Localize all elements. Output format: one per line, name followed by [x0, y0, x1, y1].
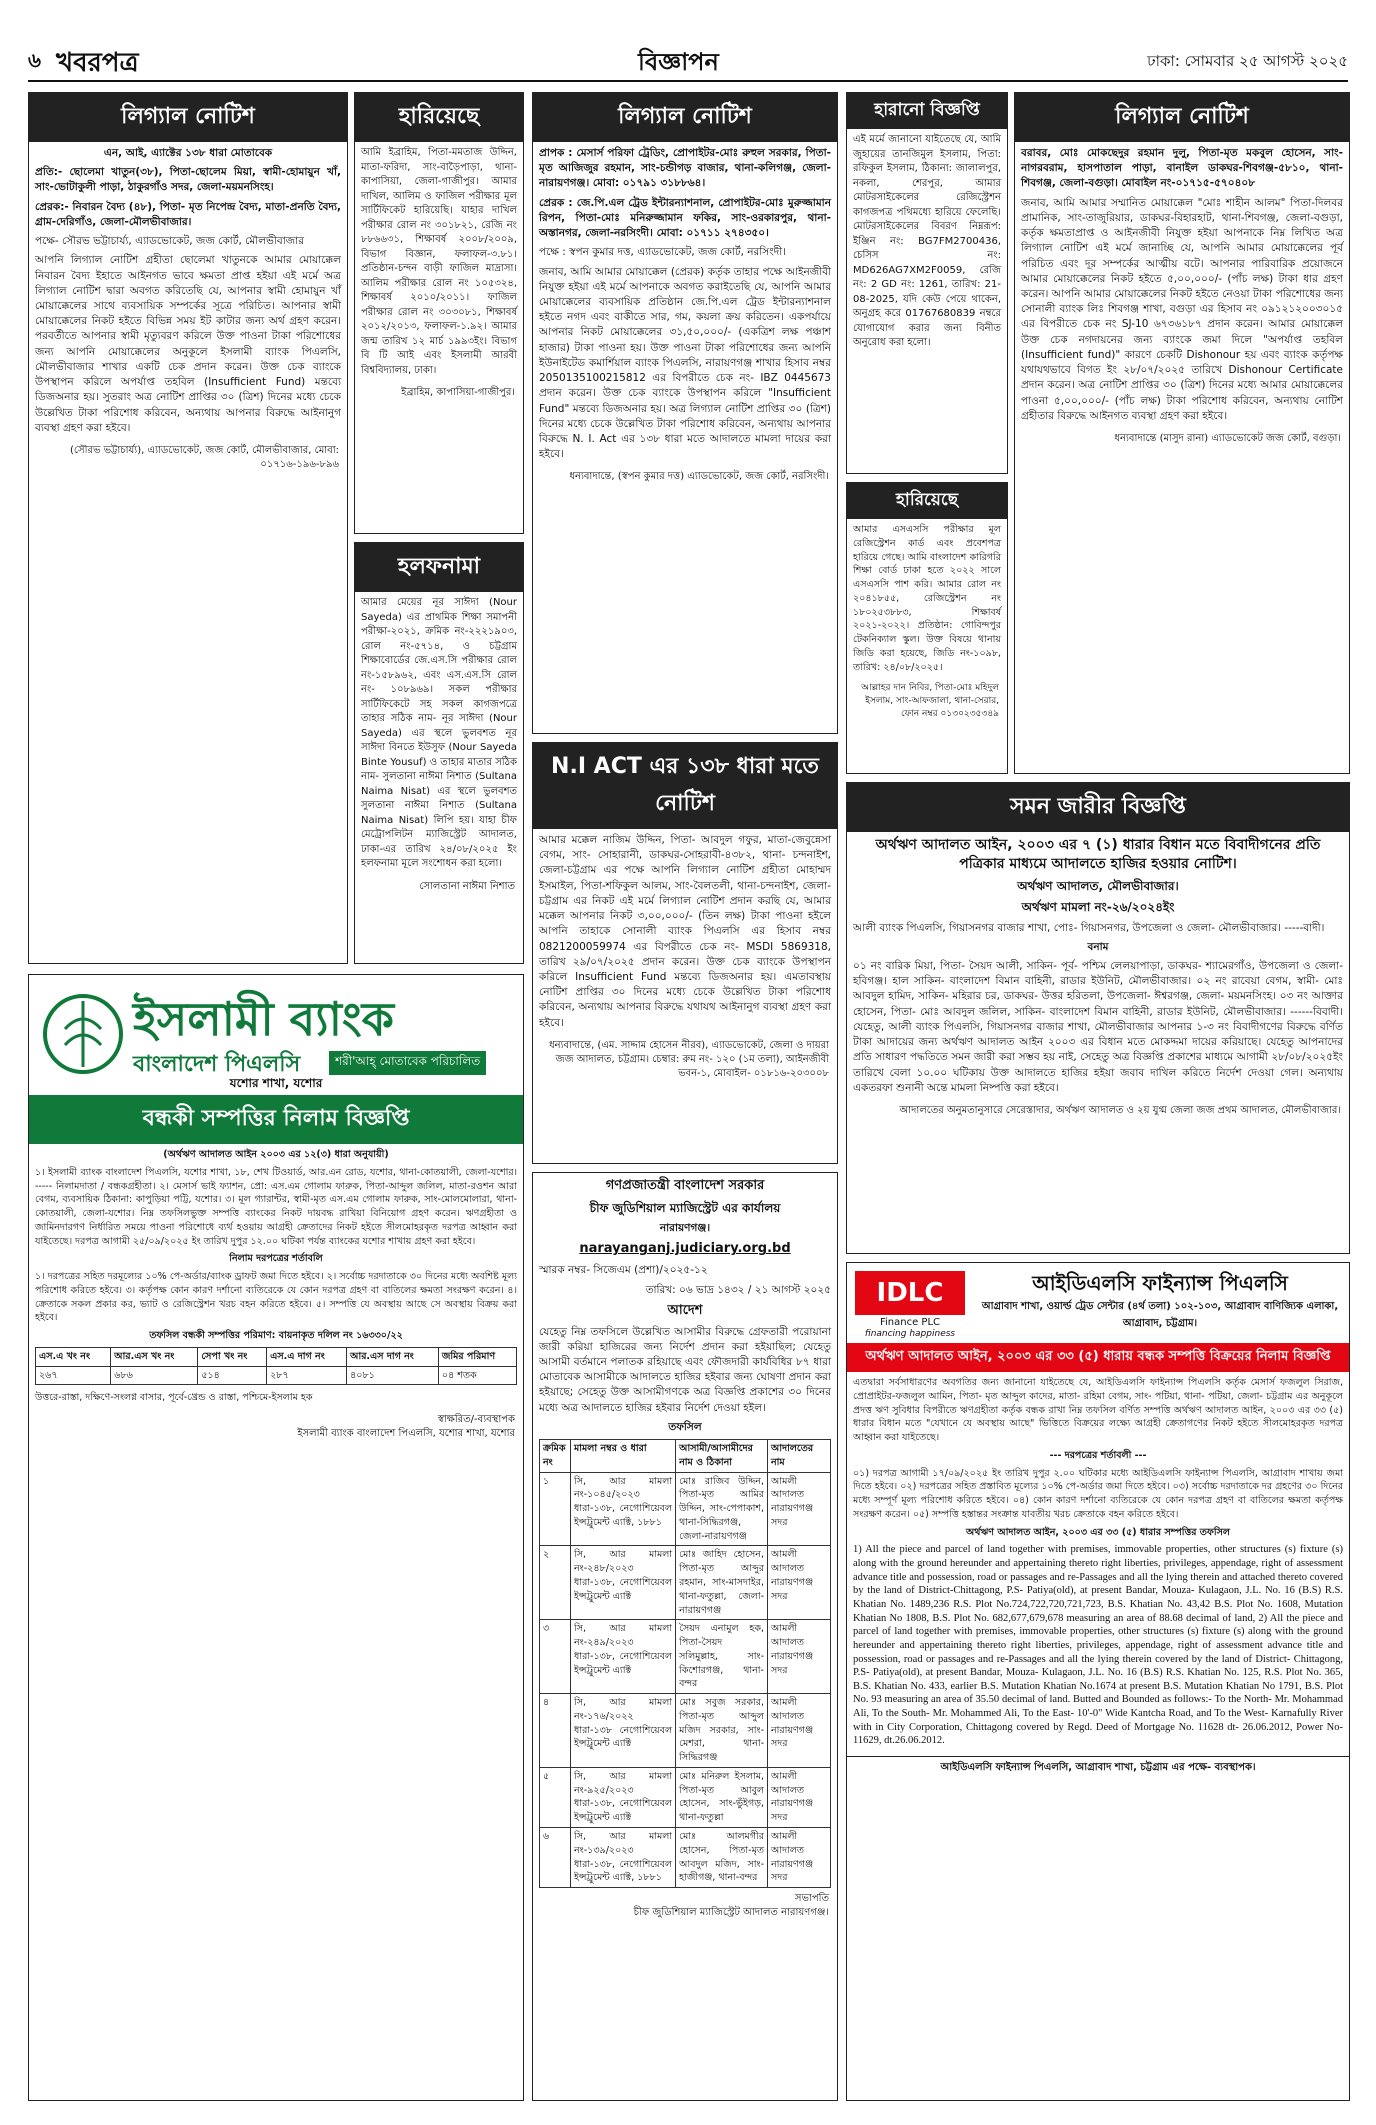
- lost-notice-1: [354, 92, 524, 534]
- page-date: ঢাকা: সোমবার ২৫ আগস্ট ২০২৫: [1147, 52, 1348, 70]
- legal-notice-2-behalf: পক্ষে : স্বপন কুমার দত্ত, এ্যাডভোকেট, জজ কোর্ট, নরসিংদী।: [539, 246, 787, 259]
- summons-notice: [846, 782, 1350, 1254]
- table-header-cell: এস.এ খং নং: [36, 1347, 111, 1366]
- legal-notice-2-to: প্রেরক : জে.পি.এল ট্রেড ইন্টারন্যাশনাল, প্রোপাইটর-মোঃ মুরুজ্জামান রিপন, পিতা-মোঃ মনিরুজ্জামান ফকির, সাং-ওরকারপুর, থানা-অস্তানগর, জেলা-নরসিংদী। মোবা: ০১৭১১ ২৭৪৩৫০।: [539, 196, 831, 240]
- lost-notice-1-body: আমি ইব্রাহিম, পিতা-মমতাজ উদ্দিন, মাতা-ফরিদা, সাং-বাড়ৈপাড়া, থানা-কাপাসিয়া, জেলা-গাজীপুর। আমার দাখিল, আলিম ও ফাজিল পরীক্ষার মূল সার্টিফিকেট হারিয়েছি। যাহার দাখিল পরীক্ষার রোল নং ৩০১৮২১, রেজি নং ৮৮৬৬৩১, শিক্ষাবর্ষ ২০০৮/২০০৯, বিভাগ বিজ্ঞান, ফলাফল-৩.৮১। প্রতিষ্ঠান-চন্দন বাড়ী ফাজিল মাদ্রাসা। আলিম পরীক্ষার রোল নং ১০৫৩২৪, শিক্ষাবর্ষ ২০১০/২০১১। ফাজিল পরীক্ষার রোল নং ৩০৩০৮১, শিক্ষাবর্ষ ২০১২/২০১৩, ফলাফল-১.৯২। আমার জন্ম তারিখ ১২ মার্চ ১৯৯৩ইং। বিভাগ বি টি আই এবং ইসলামী আরবী বিশ্ববিদ্যালয়, ঢাকা।: [361, 147, 517, 376]
- legal-notice-3-body: জনাব, আমি আমার সম্মানিত মোয়াক্কেল "মোঃ শাহীন আলম" পিতা-দিলবর প্রামানিক, সাং-তাজুরিয়ার, ডাকঘর-বিহারহাট, থানা-শিবগঞ্জ, জেলা-বগুড়া, কর্তৃক ক্ষমতাপ্রাপ্ত ও আইনজীবী নিযুক্ত হইয়া আপনাকে নিম্ন লিখিত অত্র লিগ্যাল নোটিশ এই মর্মে জানাচ্ছি যে, আপনি আমার মোয়াক্কেলের পূর্ব পরিচিত এবং দূর সম্পর্কের আত্মীয় বটে। আপনার পারিবারিক প্রয়োজনে আমার মোয়াক্কেলের নিকট হইতে ৫,০০,০০০/- (পাঁচ লক্ষ) টাকা ধার গ্রহণ করেন। আপনি আমার মোয়াক্কেলের নিকট হইতে নেওয়া টাকা পরিশোধের জন্য সোনালী ব্যাংক লিঃ শিবগঞ্জ শাখা, বগুড়া এর হিসাব নং ০৯১২১২০০৩০১৫ এর বিপরীতে চেক নং SJ-10 ৬৭৩৬১৮৭ প্রদান করেন। আমার মোয়াক্কেল উক্ত চেক নগদায়নের জন্য ব্যাংকে জমা দিলে "অপর্যাপ্ত তহবিল (Insufficient fund)" কারণে চেকটি Dishonour হয় এবং ব্যাংক কর্তৃপক্ষ যথাযথভাবে বিগত ইং ২৮/০৭/২০২৫ তারিখে Dishonour Certificate প্রদান করেন। অত্র নোটিশ প্রাপ্তির ৩০ (ত্রিশ) দিনের মধ্যে আমার মোয়াক্কেলের পাওনা ৫,০০,০০০/- (পাঁচ লক্ষ) টাকা পরিশোধ করিবেন, অন্যথায় নোটিশ গ্রহীতার বিরুদ্ধে আইনগত ব্যবস্থা গ্রহণ করা হইবে।: [1021, 196, 1343, 422]
- table-cell: ২৬৭: [36, 1366, 111, 1385]
- legal-notice-2-signature: ধন্যবাদান্তে, (স্বপন কুমার দত্ত) এ্যাডভোকেট, জজ কোর্ট, নরসিংদী।: [569, 471, 829, 483]
- ni-act-title: N.I ACT এর ১৩৮ ধারা মতে নোটিশ: [533, 743, 837, 829]
- legal-notice-2-body: জনাব, আমি আমার মোয়াক্কেল (প্রেরক) কর্তৃক তাহার পক্ষে আইনজীবী নিযুক্ত হইয়া এই মর্মে আপনাকে অবগত করাইতেছি যে, আপনি আমার মোয়াক্কেলের ব্যবসায়িক প্রতিষ্ঠান জে.পি.এল ট্রেড ইন্টারন্যাশনাল হইতে নগদ এবং বাকীতে সার, গম, কয়লা ক্রয় করিতেন। একপর্যায়ে আপনার নিকট মোয়াক্কেলের ৩১,৫০,০০০/- (একত্রিশ লক্ষ পঞ্চাশ হাজার) টাকা পাওনা হয়। উক্ত পাওনা টাকা পরিশোধের জন্য আপনি ইউনাইটেড কমার্শিয়াল ব্যাংক পিএলসি, নারায়ণগঞ্জ শাখার হিসাব নম্বর 2050135100215812 এর বিপরীতে চেক নং- IBZ 0445673 প্রদান করেন। উক্ত চেক ব্যাংকে উপস্থাপন করিলে "Insufficient Fund" মন্তব্যে ডিজঅনার হয়। অত্র লিগ্যাল নোটিশ প্রাপ্তির ৩০ (ত্রিশ) দিনের মধ্যে চেকে উল্লেখিত টাকা পরিশোধ করিবেন, অন্যথায় আপনার বিরুদ্ধে N. I. Act এর ১৩৮ ধারা মতে আদালতে মামলা দায়ের করা হইবে।: [539, 265, 831, 461]
- table-cell: ৩: [540, 1620, 571, 1694]
- table-cell: আমলী আদালত নারায়ণগঞ্জ সদর: [768, 1472, 831, 1546]
- lost-notice-3-title: হারিয়েছে: [847, 483, 1007, 519]
- table-cell: আমলী আদালত নারায়ণগঞ্জ সদর: [768, 1828, 831, 1888]
- table-header-cell: সেপা খং নং: [198, 1347, 267, 1366]
- idlc-address: আগ্রাবাদ শাখা, ওয়ার্ল্ড ট্রেড সেন্টার (৪র্থ তলা) ১০২-১০৩, আগ্রাবাদ বাণিজ্যিক এলাকা, আগ্রাবাদ, চট্টগ্রাম।: [981, 1301, 1339, 1329]
- summons-title: সমন জারীর বিজ্ঞপ্তি: [847, 783, 1349, 832]
- page-header: [28, 40, 1348, 82]
- idlc-schedule-title: অর্থঋণ আদালত আইন, ২০০৩ এর ৩৩ (৫) ধারার সম্পত্তির তফসিল: [966, 1526, 1230, 1538]
- islami-sign-1: স্বাক্ষরিত/-ব্যবস্থাপক: [437, 1414, 515, 1426]
- table-header-cell: জমির পরিমাণ: [438, 1347, 516, 1366]
- legal-notice-1-body: আপনি লিগ্যাল নোটিশ গ্রহীতা ছোলেমা খাতুনকে আমার মোয়াক্কেল নিবারন বৈদ্য ইহাতে আইনগত ভাবে ক্ষমতা প্রাপ্ত হইয়া এই মর্মে অত্র লিগ্যাল নোটিশ দ্বারা অবগত করিতেছি যে, আপনার স্বামী হোমায়ুন খাঁ মোয়াক্কেলের সাথে ব্যবসায়িক সম্পর্কের সূত্রে পরিচিত। আপনার স্বামী মোয়াক্কেলের নিকট হইতে বিভিন্ন সময় ইট কাটার জন্য অর্থ গ্রহণ করেন। পরবর্তীতে আপনার স্বামী মৃত্যুবরণ করিলে উক্ত পাওনা টাকা পরিশোধের জন্য আপনি মোয়াক্কেলের অনুকূলে ইসলামী ব্যাংক পিএলসি, মৌলভীবাজার শাখার একটি চেক প্রদান করেন। উক্ত চেক ব্যাংকে উপস্থাপন করিলে অপর্যাপ্ত তহবিল (Insufficient Fund) মন্তব্যে ডিজঅনার হয়। সুতরাং অত্র নোটিশ প্রাপ্তির ৩০ (ত্রিশ) দিনের মধ্যে চেকে উল্লেখিত টাকা পরিশোধ করিবেন, অন্যথায় আপনার বিরুদ্ধে আইনানুগ ব্যবস্থা গ্রহণ করা হইবে।: [35, 254, 341, 434]
- table-cell: মোঃ রাজিব উদ্দিন, পিতা-মৃত আমির উদ্দিন, সাং-পেপাকাশ, থানা-সিদ্ধিরগঞ্জ, জেলা-নারায়ণগঞ্জ: [676, 1472, 768, 1546]
- table-cell: ৫১৪: [198, 1366, 267, 1385]
- legal-notice-1-title: লিগ্যাল নোটিশ: [29, 93, 347, 142]
- page-number: ৬: [28, 48, 42, 72]
- table-header-cell: আর.এস দাগ নং: [347, 1347, 439, 1366]
- islami-terms: ১। দরপত্রের সহিত দরমূল্যের ১০% পে-অর্ডার/ব্যাংক ড্রাফট জমা দিতে হইবে। ২। সর্বোচ্চ দরদাতাকে ৩০ দিনের মধ্যে অবশিষ্ট মূল্য পরিশোধ করিতে হইবে। ৩। কর্তৃপক্ষ কোন কারণ দর্শানো ব্যতিরেকে যে কোন দরপত্র গ্রহণ বা বাতিলের ক্ষমতা সংরক্ষণ করেন। ৪। ক্রেতাকে সকল প্রকার কর, ভ্যাট ও রেজিস্ট্রেশন খরচ বহন করিতে হইবে। ৫। সম্পত্তি যে অবস্থায় আছে সে অবস্থায় বিক্রয় করা হইবে।: [35, 1271, 517, 1324]
- islami-bank-auction: [28, 974, 524, 2101]
- summons-versus: বনাম: [1087, 940, 1109, 953]
- summons-body: ০১ নং বারিক মিয়া, পিতা- সৈয়দ আলী, সাকিন- পূর্ব- পশ্চিম লেলয়াপাড়া, ডাকঘর- শ্যামেরগাঁও, উপজেলা ও জেলা- হবিগঞ্জ। হাল সাকিন- বাংলাদেশ বিমান বাহিনী, রাডার ইউনিট, মৌলভীবাজার। ০২ নং রাবেয়া বেগম, স্বামী- মোঃ আবদুল হামিদ, সাকিন- মহিরার চর, ডাকঘর- উত্তর হরিতলা, উপজেলা- ঈশ্বরগঞ্জ, জেলা- ময়মনসিংহ। ০৩ নং আক্তার হোসেন, পিতা- মোঃ আবদুল জলিল, সাকিন- বাংলাদেশ বিমান বাহিনী, রাডার ইউনিট, মৌলভীবাজার। ------বিবাদী। যেহেতু, আলী ব্যাংক পিএলসি, গিয়াসনগর বাজার শাখা, মৌলভীবাজার আপনার ১-৩ নং বিবাদীগণের বিরুদ্ধে বর্ণিত টাকা আদায়ের জন্য অর্থঋণ আদালত আইন ২০০৩ এর বিধান মতে মোকদ্দমা দায়ের করিয়াছে। যেহেতু আপনাদের প্রতি সাধারণ পদ্ধতিতে সমন জারী করা সম্ভব হয় নাই, সেহেতু অত্র বিজ্ঞপ্তি প্রকাশের মাধ্যমে আগামী ২৮/০৮/২০২৫ইং তারিখে বেলা ১০.০০ ঘটিকায় উক্ত আদালতে হাজির হইয়া জবাব দাখিল করিতে নির্দেশ দেওয়া গেল। অন্যথায় একতরফা শুনানী অন্তে মামলা নিষ্পত্তি করা হইবে।: [853, 960, 1343, 1094]
- court-city: নারায়ণগঞ্জ।: [659, 1222, 711, 1235]
- table-row: [540, 1546, 831, 1620]
- court-sign-1: সভাপতি: [794, 1893, 829, 1905]
- legal-notice-3-to: বরাবর, মোঃ মোকছেদুর রহমান দুলু, পিতা-মৃত মকবুল হোসেন, সাং-নাগরবরাম, হাসপাতাল পাড়া, বানাইল ডাকঘর-শিবগঞ্জ-৫৮১০, থানা-শিবগঞ্জ, জেলা-বগুড়া। মোবাইল নং-০১৭১৫-৫৭০৪০৮: [1021, 147, 1343, 190]
- idlc-banner: [847, 1263, 1349, 1343]
- table-row: [540, 1828, 831, 1888]
- table-row: [540, 1620, 831, 1694]
- islami-bank-logo-icon: [43, 989, 123, 1079]
- legal-notice-2: [532, 92, 838, 734]
- affidavit-title: হলফনামা: [355, 543, 523, 592]
- table-cell: সৈয়দ এনামুল হক, পিতা-সৈয়দ সলিমুল্লাহ, সাং-কিশোরগঞ্জ, থানা-বন্দর: [676, 1620, 768, 1694]
- islami-bank-banner: [29, 975, 523, 1095]
- court-schedule-table: [539, 1439, 831, 1888]
- islami-law: (অর্থঋণ আদালত আইন ২০০৩ এর ১২(৩) ধারা অনুযায়ী): [163, 1149, 389, 1160]
- ni-act-body: আমার মক্কেল নাজিম উদ্দিন, পিতা- আবদুল গফুর, মাতা-জেবুন্নেসা বেগম, সাং- সোহারানী, ডাকঘর-সোহরাবী-৪৩৮২, থানা- চন্দনাইশ, জেলা-চট্টগ্রাম এর পক্ষে আপনি লিগ্যাল নোটিশ গ্রহীতা মোহাম্মদ ইসমাইল, পিতা-শফিকুল আলম, সাং-বৈলতলী, থানা-চন্দনাইশ, জেলা-চট্টগ্রাম এর নিকট এই মর্মে লিগ্যাল নোটিশ প্রদান করছি যে, আমার মক্কেল আপনার নিকট ৩,০০,০০০/- (তিন লক্ষ) টাকা পাওনা হইলে আপনি তাহাকে সোনালী ব্যাংক পিএলসি এর হিসাব নম্বর 0821200059974 এর বিপরীতে চেক নং- MSDI 5869318, তারিখ ২৯/০৭/২০২৫ প্রদান করেন। উক্ত চেক ব্যাংকে উপস্থাপন করিলে Insufficient Fund মন্তব্যে ডিজঅনার হয়। এমতাবস্থায় নোটিশ প্রাপ্তির ৩০ দিনের মধ্যে চেকে উল্লেখিত টাকা পরিশোধ করিবেন, অন্যথায় আপনার বিরুদ্ধে যথাযথ আইনানুগ ব্যবস্থা গ্রহণ করা হইবে।: [539, 834, 831, 1029]
- summons-headline: অর্থঋণ আদালত আইন, ২০০৩ এর ৭ (১) ধারার বিধান মতে বিবাদীগনের প্রতি পত্রিকার মাধ্যমে আদালতে হাজির হওয়ার নোটিশ।: [875, 837, 1321, 872]
- lost-notice-3: [846, 482, 1008, 774]
- summons-signature: আদালতের অনুমতানুসারে সেরেস্তাদার, অর্থঋণ আদালত ও ২য় যুগ্ম জেলা জজ প্রথম আদালত, মৌলভীবাজার।: [899, 1104, 1341, 1116]
- idlc-auction: [846, 1262, 1350, 2101]
- table-row: [540, 1767, 831, 1827]
- court-office: চীফ জুডিশিয়াল ম্যাজিস্ট্রেট এর কার্যালয়: [589, 1200, 781, 1215]
- table-cell: মোঃ আলমগীর হোসেন, পিতা-মৃত আবদুল মজিদ, সাং-হাজীগঞ্জ, থানা-বন্দর: [676, 1828, 768, 1888]
- section-title: বিজ্ঞাপন: [638, 48, 719, 76]
- court-body: যেহেতু নিম্ন তফসিলে উল্লেখিত আসামীর বিরুদ্ধে গ্রেফতারী পরোয়ানা জারী করিয়া হাজিরের জন্য নির্দেশ প্রদান করা হইয়াছিল; যেহেতু আসামী বর্তমানে পলাতক রহিয়াছে এবং ফৌজদারী কার্যবিধির ৮৭ ধারা মোতাবেক আসামীকে আদালতে হাজির হইবার জন্য ঘোষণা প্রদান করা হইয়াছে; সেহেতু উক্ত আসামীগণকে অত্র বিজ্ঞপ্তি প্রকাশের ৩০ দিনের মধ্যে অত্র আদালতে হাজির হইবার নির্দেশ দেওয়া হইল।: [539, 1325, 831, 1414]
- table-cell: সি, আর মামলা নং-১৭৬/২০২২ ধারা-১৩৮ নেগোশিয়েবল ইন্সট্রুমেন্ট এ্যাক্ট: [571, 1694, 676, 1768]
- legal-notice-1-signature: (সৌরভ ভট্টাচার্য্য), এ্যাডভোকেট, জজ কোর্ট, মৌলভীবাজার, মোবা: ০১৭১৬-১৯৬-৮৯৬: [70, 444, 339, 470]
- affidavit-signature: সোলতানা নাঈমা নিশাত: [419, 880, 515, 892]
- court-sign-2: চীফ জুডিশিয়াল ম্যাজিস্ট্রেট আদালত নারায়ণগঞ্জ।: [633, 1907, 829, 1919]
- legal-notice-1: [28, 92, 348, 964]
- table-cell: সি, আর মামলা নং-৯২৫/২০২৩ ধারা-১৩৮, নেগোশিয়েবল ইন্সট্রুমেন্ট এ্যাক্ট: [571, 1767, 676, 1827]
- court-notice: [532, 1172, 838, 2101]
- idlc-notice-title: অর্থঋণ আদালত আইন, ২০০৩ এর ৩৩ (৫) ধারায় বন্ধক সম্পত্তি বিক্রয়ের নিলাম বিজ্ঞপ্তি: [847, 1343, 1349, 1372]
- table-cell: ৬: [540, 1828, 571, 1888]
- court-schedule-title: তফসিল: [668, 1420, 702, 1433]
- court-url-link[interactable]: narayanganj.judiciary.org.bd: [579, 1241, 791, 1257]
- table-cell: আমলী আদালত নারায়ণগঞ্জ সদর: [768, 1546, 831, 1620]
- legal-notice-1-behalf: পক্ষে- সৌরভ ভট্টাচার্য্য, এ্যাডভোকেট, জজ কোর্ট, মৌলভীবাজার: [35, 235, 304, 248]
- legal-notice-3-signature: ধন্যবাদান্তে (মাসুদ রানা) এ্যাডভোকেট জজ কোর্ট, বগুড়া।: [1114, 432, 1341, 444]
- table-cell: মোঃ জাহিদ হোসেন, পিতা-মৃত আব্দুর রহমান, সাং-মাসদাইর, থানা-ফতুল্লা, জেলা-নারায়ণগঞ্জ: [676, 1546, 768, 1620]
- table-cell: ০৪ শতক: [438, 1366, 516, 1385]
- ni-act-signature: ধন্যবাদান্তে, (এম. সাদ্দাম হোসেন নীরব), এ্যাডভোকেট, জেলা ও দায়রা জজ আদালত, চট্টগ্রাম। চেম্বার: রুম নং- ১২০ (১ম তলা), আইনজীবী ভবন-১, মোবাইল- ০১৮১৬-২০৩০০৮: [549, 1039, 829, 1079]
- table-cell: সি, আর মামলা নং-১৩৯/২০২৩ ধারা-১৩৮, নেগোশিয়েবল ইন্সট্রুমেন্ট এ্যাক্ট, ১৮৮১: [571, 1828, 676, 1888]
- legal-notice-1-subtitle: এন, আই, এ্যাক্টের ১৩৮ ধারা মোতাবেক: [103, 147, 273, 159]
- table-cell: আমলী আদালত নারায়ণগঞ্জ সদর: [768, 1767, 831, 1827]
- table-cell: ২৮৭: [267, 1366, 347, 1385]
- islami-schedule-title: তফসিল বন্ধকী সম্পত্তির পরিমাণ: বায়নাকৃত দলিল নং ১৬৩৩০/২২: [149, 1330, 403, 1342]
- table-cell: ১: [540, 1472, 571, 1546]
- affidavit-body: আমার মেয়ের নূর সাঈদা (Nour Sayeda) এর প্রাথমিক শিক্ষা সমাপনী পরীক্ষা-২০২১, ক্রমিক নং-২২২১৯০৩, রোল নং-৫৭১৪, ও চট্টগ্রাম শিক্ষাবোর্ডের জে.এস.সি পরীক্ষার রোল নং-১৫৮৯৬২, এবং এস.এস.সি রোল নং- ১০৮৯৬৯। সকল পরীক্ষার সার্টিফিকেটে সহ সকল কাগজপত্রে তাহার সঠিক নাম- নূর সাঈদা (Nour Sayeda) এর স্থলে ভুলবশত নূর সাঈদা বিনতে ইউসুফ (Nour Sayeda Binte Yousuf) ও তাহার মাতার সঠিক নাম- সুলতানা নাঈমা নিশাত (Sultana Naima Nisat) এর স্থলে ভুলবশত সুলতানা নাঈমা নিশাত (Sultana Naima Nisat) লিপি হয়। যাহা চীফ মেট্রোপলিটন ম্যাজিস্ট্রেট আদালত, ঢাকা-এর তারিখ ২৪/০৮/২০২৫ ইং হলফনামা মূলে সংশোধন করা হলো।: [361, 597, 517, 869]
- legal-notice-1-from: প্রেরক:- নিবারন বৈদ্য (৪৮), পিতা- মৃত নিপেন্দ্র বৈদ্য, মাতা-প্রনতি বৈদ্য, গ্রাম-দেরিগাঁও, জেলা-মৌলভীবাজার।: [35, 200, 341, 228]
- court-date: তারিখ: ০৬ ভাদ্র ১৪৩২ / ২১ আগস্ট ২০২৫: [645, 1283, 831, 1296]
- table-cell: আমলী আদালত নারায়ণগঞ্জ সদর: [768, 1620, 831, 1694]
- table-cell: ৪: [540, 1694, 571, 1768]
- table-cell: সি, আর মামলা নং-২৪৯/২০২৩ ধারা-১৩৮, নেগোশিয়েবল ইন্সট্রুমেন্ট এ্যাক্ট: [571, 1620, 676, 1694]
- idlc-terms-title: --- দরপত্রের শর্তাবলী ---: [1049, 1449, 1147, 1461]
- islami-body: ১। ইসলামী ব্যাংক বাংলাদেশ পিএলসি, যশোর শাখা, ১৮, শেখ টিওয়ার্ড, আর.এন রোড, যশোর, থানা-কোতয়ালী, জেলা-যশোর। ----- নিলামদাতা / বন্ধকগ্রহীতা। ২। মেসার্স ভাই ফ্যাশন, প্রো: এস.এম গোলাম ফারুক, পিতা-আব্দুল জলিল, মাতা-রওশন আরা বেগম, ব্যবসায়িক ঠিকানা: কাপুড়িয়া পট্টি, যশোর। ৩। মূল গ্যারান্টর, স্বামী-মৃত এস.এম গোলাম ফারুক, সাং-মোলমোলারা, থানা-কোতয়ালী, জেলা-যশোর। নিম্ন তফসিলভুক্ত সম্পত্তি ব্যাংকের নিকট দায়বদ্ধ রাখিয়া বিনিয়োগ গ্রহণ করেন। ঋণগ্রহীতা ও জামিনদারগণ নির্ধারিত সময়ে পাওনা পরিশোধে ব্যর্থ হওয়ায় আগ্রহী ক্রেতাদের নিকট হইতে সীলমোহরকৃত দরপত্র আহ্বান করা যাইতেছে। দরপত্র আগামী ২৫/০৯/২০২৫ ইং তারিখ দুপুর ১২.০০ ঘটিকা পর্যন্ত ব্যাংকের যশোর শাখায় গ্রহণ করা হইবে।: [35, 1166, 517, 1247]
- table-header-cell: ক্রমিক নং: [540, 1440, 571, 1473]
- idlc-terms: ০১) দরপত্র আগামী ১৭/০৯/২০২৫ ইং তারিখ দুপুর ২.০০ ঘটিকার মধ্যে আইডিএলসি ফাইন্যান্স পিএলসি, আগ্রাবাদ শাখায় জমা দিতে হইবে। ০২) দরপত্রের সহিত প্রস্তাবিত মূল্যের ১০% পে-অর্ডার জমা দিতে হইবে। ০৩) সর্বোচ্চ দরদাতাকে দর গ্রহণের ৩০ দিনের মধ্যে সম্পূর্ণ মূল্য পরিশোধ করিতে হইবে। ০৪) কোন কারণ দর্শানো ব্যতিরেকে যে কোন দরপত্র গ্রহণ বা বাতিলের ক্ষমতা কর্তৃপক্ষ সংরক্ষণ করেন। ০৫) সম্পত্তি হস্তান্তর সংক্রান্ত যাবতীয় খরচ ক্রেতাকে বহন করিতে হইবে।: [853, 1467, 1343, 1520]
- summons-plaintiff: আলী ব্যাংক পিএলসি, গিয়াসনগর বাজার শাখা, পোঃ- গিয়াসনগর, উপজেলা ও জেলা- মৌলভীবাজার। -----বাদী।: [853, 921, 1325, 934]
- islami-auction-title: বন্ধকী সম্পত্তির নিলাম বিজ্ঞপ্তি: [29, 1095, 523, 1144]
- table-header-cell: এস.এ দাগ নং: [267, 1347, 347, 1366]
- idlc-schedule: 1) All the piece and parcel of land together with premises, immovable properties, other structures (s) fixture (s) along with the ground hereunder and appertaining thereto right liberties, privileges, appendage, right of assessment advance title and possession, road or passages and re-Passages and all the lying therein and attached thereto covered by the land of District-Chittagong, P.S- Patiya(old), at present Bandar, Mouza- Kulagaon, J.L. No. 16 (B.S) R.S. Khatian No. 1489,236 R.S. Plot No.724,722,720,721,723, B.S. Khatian No. 43,42 B.S. Plot No. 1608, Mutation Khatian No 1808, B.S. Plot No. 682,677,679,678 measuring an area of 88.68 decimal of land, 2) All the piece and parcel of land together with premises, immovable properties, other structures (s) fixture (s) along with the ground hereunder and appertaining thereto right liberties, privileges, appendage, right of assessment advance title and possession, road or passages and re-Passages and all the lying therein covered by the land of District- Chittagong, P.S- Patiya(old), at present Bandar, Mouza- Kulagaon, J.L. No. 16 (B.S) R.S. Khatian No. 125, R.S. Plot No. 365, B.S. Khatian No. 433, earlier B.S. Mutation Khatian No.1674 at present B.S. Mutation Khatian No 1791, B.S. Plot No. 93 measuring an area of 35.50 decimal of land. Butted and Bounded as follows:- To the North- Mr. Mohammad Ali, To the South- Mr. Mohammed Ali, To the East- 10'-0" Wide Kantcha Road, and To the West- Karnafully River with in City Corporation, Chittagong covered by Regd. Deed of Mortgage No. 11628 dt- 26.06.2012, Power No-11629, dt.26.06.2012.: [853, 1544, 1343, 1747]
- islami-bank-branch: যশোর শাখা, যশোর: [229, 1076, 323, 1090]
- table-header-cell: আর.এস খং নং: [111, 1347, 198, 1366]
- islami-schedule-table: [35, 1347, 517, 1386]
- table-row: [36, 1366, 517, 1385]
- legal-notice-3: [1014, 92, 1350, 774]
- lost-notice-2-title: হারানো বিজ্ঞপ্তি: [847, 93, 1007, 129]
- table-cell: মোঃ সবুজ সরকার, পিতা-মৃত আব্দুল মজিদ সরকার, সাং-মেশরা, থানা-সিদ্ধিরগঞ্জ: [676, 1694, 768, 1768]
- legal-notice-2-title: লিগ্যাল নোটিশ: [533, 93, 837, 142]
- idlc-name: আইডিএলসি ফাইন্যান্স পিএলসি: [1032, 1271, 1288, 1295]
- table-row: [540, 1472, 831, 1546]
- islami-bank-name: ইসলামী ব্যাংক: [133, 992, 394, 1046]
- legal-notice-1-to: প্রতি:- ছোলেমা খাতুন(৩৮), পিতা-ছোলেম মিয়া, স্বামী-হোমায়ুন খাঁ, সাং-ভোটাকুলী পাড়া, ঠাকুরগাঁও সদর, জেলা-ময়মনসিংহ।: [35, 166, 341, 194]
- idlc-footer: আইডিএলসি ফাইন্যান্স পিএলসি, আগ্রাবাদ শাখা, চট্টগ্রাম এর পক্ষে- ব্যবস্থাপক।: [847, 1756, 1349, 1780]
- table-cell: সি, আর মামলা নং-১০৪৫/২০২৩ ধারা-১৩৮, নেগোশিয়েবল ইন্সট্রুমেন্ট এ্যাক্ট, ১৮৮১: [571, 1472, 676, 1546]
- summons-case: অর্থঋণ মামলা নং-২৬/২০২৪ইং: [1021, 900, 1175, 915]
- legal-notice-3-title: লিগ্যাল নোটিশ: [1015, 93, 1349, 142]
- table-header-cell: মামলা নম্বর ও ধারা: [571, 1440, 676, 1473]
- islami-terms-title: নিলাম দরপত্রের শর্তাবলি: [229, 1253, 323, 1265]
- lost-notice-1-signature: ইব্রাহিম, কাপাসিয়া-গাজীপুর।: [401, 387, 515, 398]
- lost-notice-2: [846, 92, 1008, 474]
- lost-notice-1-title: হারিয়েছে: [355, 93, 523, 142]
- table-cell: ২: [540, 1546, 571, 1620]
- newspaper-logo: খবরপত্র: [56, 48, 139, 78]
- lost-notice-3-signature: আল্লাহর দান নিবির, পিতা-মোঃ মহিদুল ইসলাম, সাং-আফজালা, থানা-সেরার, ফোন নম্বর ০১৩০২৩৫৩৪৯: [861, 683, 999, 719]
- ni-act-notice: [532, 742, 838, 1164]
- islami-bank-sub: বাংলাদেশ পিএলসি: [133, 1052, 301, 1077]
- table-cell: আমলী আদালত নারায়ণগঞ্জ সদর: [768, 1694, 831, 1768]
- court-memo: স্মারক নম্বর- সিজেএম (প্রশা)/২০২৫-১২: [539, 1264, 708, 1277]
- court-gov: গণপ্রজাতন্ত্রী বাংলাদেশ সরকার: [605, 1178, 765, 1193]
- table-row: [540, 1694, 831, 1768]
- summons-court: অর্থঋণ আদালত, মৌলভীবাজার।: [1017, 878, 1179, 893]
- court-order-title: আদেশ: [667, 1302, 703, 1318]
- idlc-body: এতদ্বারা সর্বসাধারণের অবগতির জন্য জানানো যাইতেছে যে, আইডিএলসি ফাইন্যান্স পিএলসি কর্তৃক মেসার্স ফজলুল সিরাজ, প্রোপ্রাইটর-ফজলুল আমিন, পিতা- মৃত আব্দুল কাদের, মাতা- রহিমা বেগম, সাং- পটিয়া, থানা- পটিয়া, জেলা- চট্টগ্রাম এর অনুকূলে প্রদত্ত ঋণ সুবিধার বিপরীতে ঋণগ্রহীতা কর্তৃক বন্ধক রাখা নিম্ন তফসিল বর্ণিত সম্পত্তি অর্থঋণ আদালত আইন, ২০০৩ এর ৩৩ (৫) ধারার বিধান মতে "যেখানে যে অবস্থায় আছে" ভিত্তিতে বিক্রয়ের লক্ষ্যে আগ্রহী ক্রেতাগণের নিকট হইতে সীলমোহরকৃত দরপত্র আহ্বান করা যাইতেছে।: [853, 1377, 1343, 1444]
- islami-sign-2: ইসলামী ব্যাংক বাংলাদেশ পিএলসি, যশোর শাখা, যশোর: [297, 1428, 515, 1440]
- idlc-logo-sub: Finance PLC: [879, 1317, 941, 1328]
- affidavit-notice: [354, 542, 524, 964]
- lost-notice-2-body: এই মর্মে জানানো যাইতেছে যে, আমি জুহায়ের তানজিমুল ইসলাম, পিতা: রফিকুল ইসলাম, ঠিকানা: জালালপুর, নকলা, শেরপুর, আমার মোটরসাইকেলের রেজিস্ট্রেশন কাগজপত্র পথিমধ্যে হারিয়ে ফেলেছি। মোটরসাইকেলের বিবরণ নিম্নরূপ: ইঞ্জিন নং: BG7FM2700436, চেসিস নং: MD626AG7XM2F0059, রেজি নং: 2 GD নং: 1261, তারিখ: 21-08-2025, যদি কেউ পেয়ে থাকেন, অনুগ্রহ করে 01767680839 নম্বরে যোগাযোগ করার জন্য বিনীত অনুরোধ করা হলো।: [853, 134, 1001, 348]
- table-header-row: [540, 1440, 831, 1473]
- table-cell: মোঃ মনিরুল ইসলাম, পিতা-মৃত আবুল হোসেন, সাং-ভুঁইগড়, থানা-ফতুল্লা: [676, 1767, 768, 1827]
- table-cell: ৬৮৬: [111, 1366, 198, 1385]
- table-cell: ৫: [540, 1767, 571, 1827]
- islami-boundary: উত্তরে-রাস্তা, দক্ষিণে-সংলগ্ন বাসার, পূর্বে-খ্রেন্ড ও রাস্তা, পশ্চিমে-ইসলাম হক: [35, 1392, 313, 1404]
- idlc-tagline: financing happiness: [864, 1329, 956, 1339]
- legal-notice-2-from: প্রাপক : মেসার্স পরিফা ট্রেডিং, প্রোপাইটর-মোঃ রুহুল সরকার, পিতা-মৃত আজিজুর রহমান, সাং-চন্ডীগড় বাজার, থানা-কলিগঞ্জ, জেলা-নারায়ণগঞ্জ। মোবা: ০১৭৯১ ৩১৮৮৬৪।: [539, 147, 831, 190]
- islami-bank-tagline: শরী'আহ্ মোতাবেক পরিচালিত: [329, 1051, 486, 1075]
- table-header-row: [36, 1347, 517, 1366]
- table-header-cell: আদালতের নাম: [768, 1440, 831, 1473]
- table-header-cell: আসামী/আসামীদের নাম ও ঠিকানা: [676, 1440, 768, 1473]
- table-cell: ৪০৮১: [347, 1366, 439, 1385]
- table-cell: সি, আর মামলা নং-২৪৮/২০২৩ ধারা-১৩৮, নেগোশিয়েবল ইন্সট্রুমেন্ট এ্যাক্ট: [571, 1546, 676, 1620]
- idlc-logo: IDLC: [855, 1271, 965, 1315]
- lost-notice-3-body: আমার এসএসসি পরীক্ষার মূল রেজিস্ট্রেশন কার্ড এবং প্রবেশপত্র হারিয়ে গেছে। আমি বাংলাদেশ কারিগরি শিক্ষা বোর্ড ঢাকা হতে ২০২২ সালে এসএসসি পাশ করি। আমার রোল নং ২০৪১৮৫৫, রেজিস্ট্রেশন নং ১৮০২৫৩৮৮৩, শিক্ষাবর্ষ ২০২১-২০২২। প্রতিষ্ঠান: গোবিন্দপুর টেকনিক্যাল স্কুল। উক্ত বিষয়ে থানায় জিডি করা হয়েছে, জিডি নং-১০৯৮, তারিখ: ২৪/০৮/২০২৫।: [853, 524, 1001, 673]
